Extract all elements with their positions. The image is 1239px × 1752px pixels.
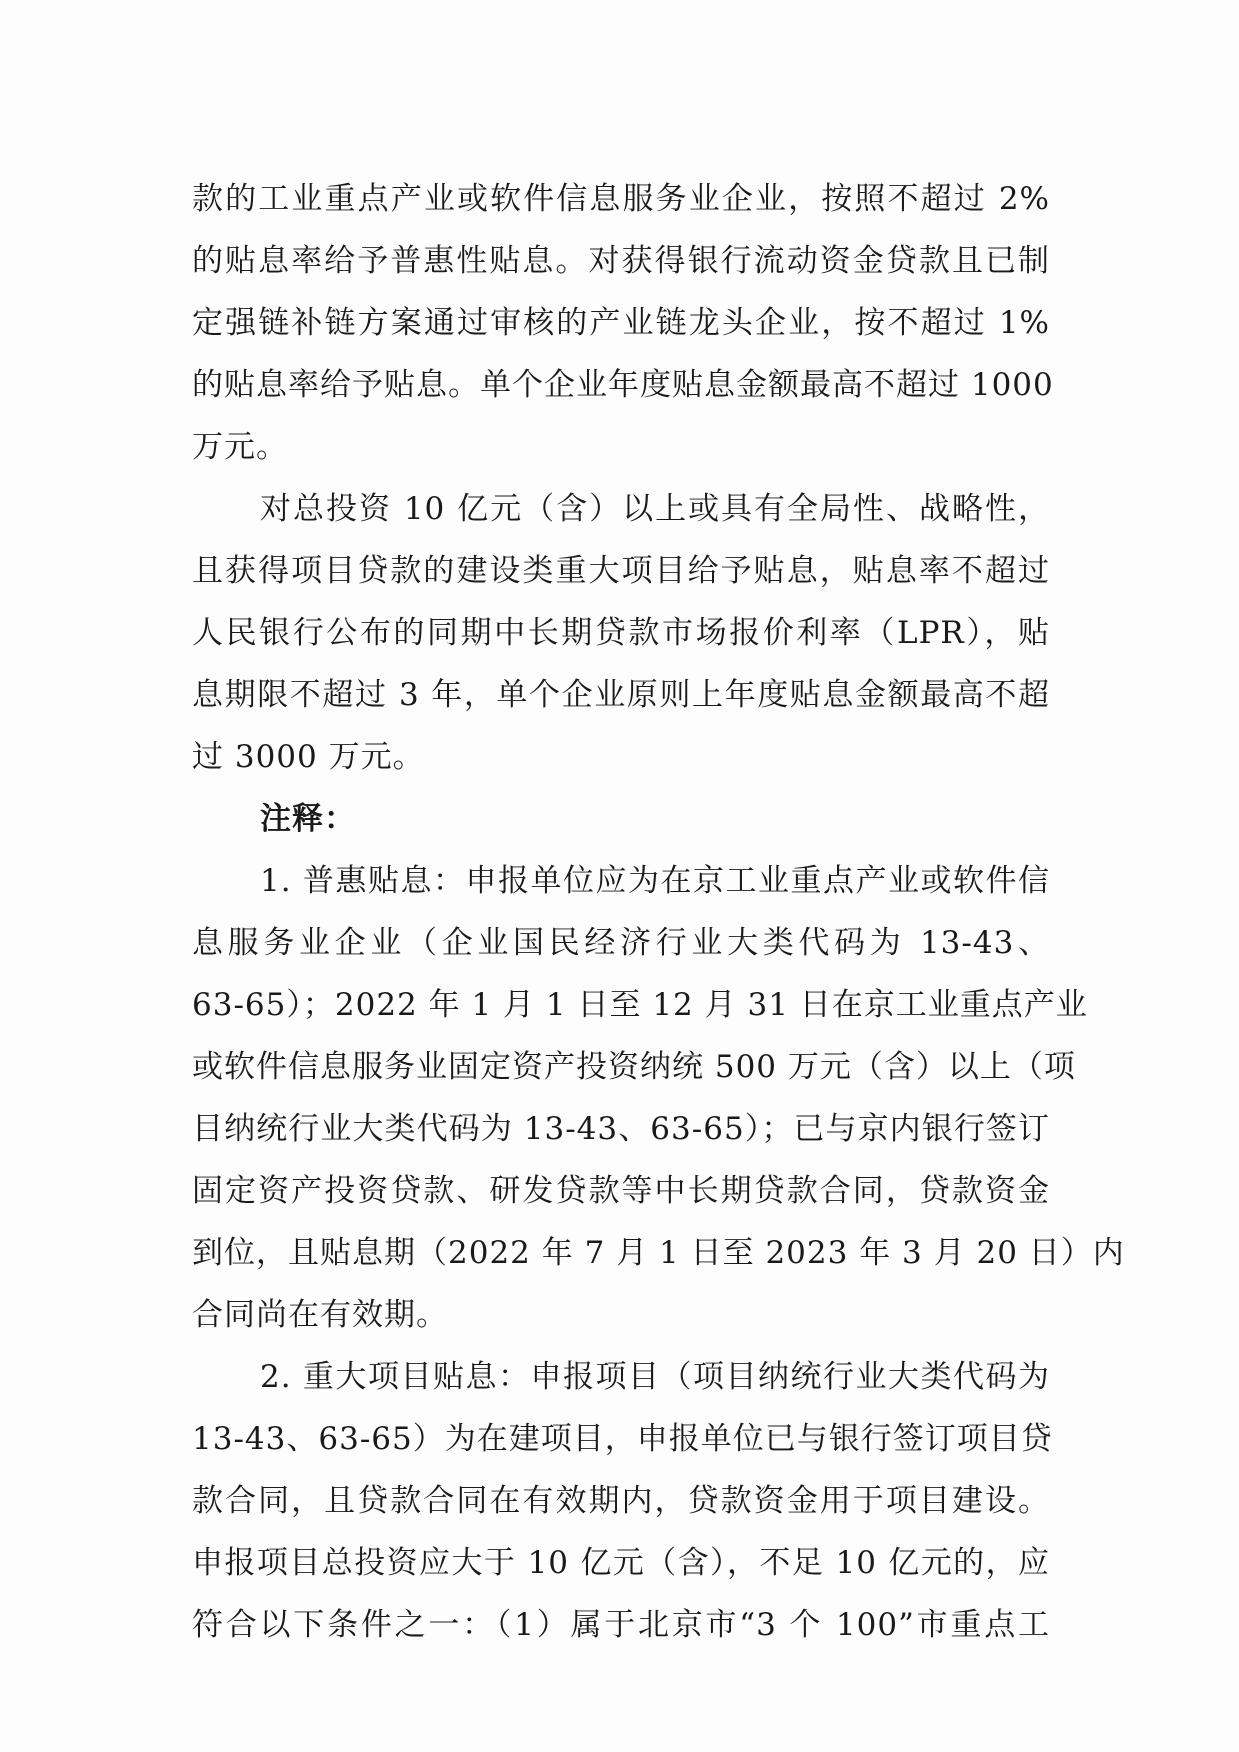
text-line: 63-65）；2022 年 1 月 1 日至 12 月 31 日在京工业重点产业 — [192, 987, 1088, 1023]
section-heading: 注释： — [260, 801, 356, 837]
paragraph-subsidy-rate — [192, 168, 1054, 478]
text-line: 目纳统行业大类代码为 13-43、63-65）；已与京内银行签订 — [192, 1111, 1050, 1147]
notes-heading — [192, 788, 1050, 850]
text-line: 1. 普惠贴息：申报单位应为在京工业重点产业或软件信 — [260, 863, 1050, 899]
text-line: 符合以下条件之一：（1）属于北京市“3 个 100”市重点工 — [192, 1607, 1050, 1643]
text-line: 合同尚在有效期。 — [192, 1297, 448, 1333]
text-line: 申报项目总投资应大于 10 亿元（含），不足 10 亿元的，应 — [192, 1545, 1050, 1581]
text-line: 人民银行公布的同期中长期贷款市场报价利率（LPR），贴 — [192, 615, 1050, 651]
text-line: 定强链补链方案通过审核的产业链龙头企业，按不超过 1% — [192, 305, 1050, 341]
text-line: 的贴息率给予贴息。单个企业年度贴息金额最高不超过 1000 — [192, 367, 1054, 403]
text-line: 对总投资 10 亿元（含）以上或具有全局性、战略性， — [260, 491, 1050, 527]
text-line: 万元。 — [192, 429, 288, 465]
text-line: 的贴息率给予普惠性贴息。对获得银行流动资金贷款且已制 — [192, 243, 1050, 279]
document-body — [192, 168, 1125, 1656]
paragraph-major-projects — [192, 478, 1050, 788]
text-line: 过 3000 万元。 — [192, 739, 425, 775]
note-2-major-project-subsidy — [192, 1346, 1053, 1656]
text-line: 或软件信息服务业固定资产投资纳统 500 万元（含）以上（项 — [192, 1049, 1076, 1085]
text-line: 2. 重大项目贴息：申报项目（项目纳统行业大类代码为 — [260, 1359, 1050, 1395]
text-line: 息服务业企业（企业国民经济行业大类代码为 13-43、 — [192, 925, 1050, 961]
text-line: 款的工业重点产业或软件信息服务业企业，按照不超过 2% — [192, 181, 1050, 217]
text-line: 款合同，且贷款合同在有效期内，贷款资金用于项目建设。 — [192, 1483, 1050, 1519]
text-line: 固定资产投资贷款、研发贷款等中长期贷款合同，贷款资金 — [192, 1173, 1050, 1209]
text-line: 到位，且贴息期（2022 年 7 月 1 日至 2023 年 3 月 20 日）内 — [192, 1235, 1125, 1271]
note-1-inclusive-subsidy — [192, 850, 1125, 1346]
text-line: 13-43、63-65）为在建项目，申报单位已与银行签订项目贷 — [192, 1421, 1053, 1457]
text-line: 且获得项目贷款的建设类重大项目给予贴息，贴息率不超过 — [192, 553, 1050, 589]
text-line: 息期限不超过 3 年，单个企业原则上年度贴息金额最高不超 — [192, 677, 1050, 713]
